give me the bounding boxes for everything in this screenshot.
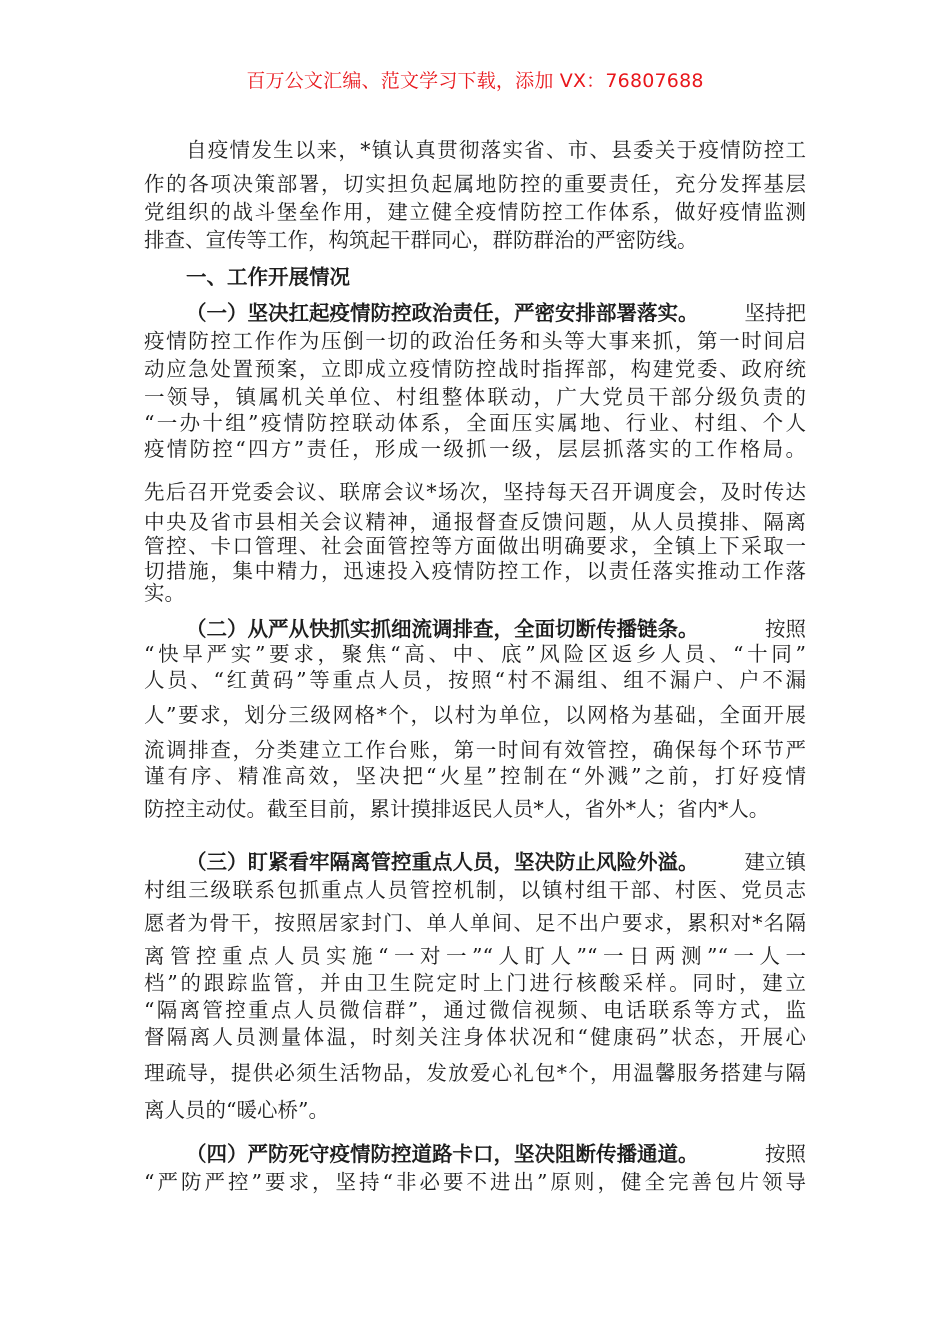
intro-line-2: 作的各项决策部署，切实担负起属地防控的重要责任，充分发挥基层 (144, 172, 806, 196)
item4-title-rest: 按照 (765, 1142, 806, 1166)
item3-title: （三）盯紧看牢隔离管控重点人员，坚决防止风险外溢。 (186, 850, 699, 874)
item4-title: （四）严防死守疫情防控道路卡口，坚决阻断传播通道。 (186, 1142, 699, 1166)
item1-title: （一）坚决扛起疫情防控政治责任，严密安排部署落实。 (186, 301, 699, 325)
section-heading: 一、工作开展情况 (186, 265, 350, 289)
intro-line-1: 自疫情发生以来，*镇认真贯彻落实省、市、县委关于疫情防控工 (186, 138, 806, 162)
item4-line: “严防严控”要求，坚持“非必要不进出”原则，健全完善包片领导 (144, 1170, 806, 1194)
item2-line: 流调排查，分类建立工作台账，第一时间有效管控，确保每个环节严 (144, 738, 806, 762)
item3-line: “隔离管控重点人员微信群”，通过微信视频、电话联系等方式，监 (144, 998, 806, 1022)
item3-line: 离管控重点人员实施“一对一”“人盯人”“一日两测”“一人一 (144, 944, 806, 968)
item3-title-rest: 建立镇 (744, 850, 806, 874)
item2-first-line (144, 616, 806, 642)
watermark-header: 百万公文汇编、范文学习下载，添加 VX：76807688 (246, 70, 704, 92)
item1-line: 管控、卡口管理、社会面管控等方面做出明确要求，全镇上下采取一 (144, 534, 806, 558)
item2-title-rest: 按照 (765, 617, 806, 641)
item1-line: 中央及省市县相关会议精神，通报督查反馈问题，从人员摸排、隔离 (144, 510, 806, 534)
item3-first-line (144, 849, 806, 875)
item1-line: 一领导，镇属机关单位、村组整体联动，广大党员干部分级负责的 (144, 385, 806, 409)
item1-line: 疫情防控“四方”责任，形成一级抓一级，层层抓落实的工作格局。 (144, 437, 806, 461)
item2-line: 人员、“红黄码”等重点人员，按照“村不漏组、组不漏户、户不漏 (144, 668, 806, 692)
intro-line-4: 排查、宣传等工作，构筑起干群同心，群防群治的严密防线。 (144, 228, 698, 252)
item1-line: 疫情防控工作作为压倒一切的政治任务和头等大事来抓，第一时间启 (144, 329, 806, 353)
item2-title: （二）从严从快抓实抓细流调排查，全面切断传播链条。 (186, 617, 699, 641)
item2-line: 谨有序、精准高效，坚决把“火星”控制在“外溅”之前，打好疫情 (144, 764, 806, 788)
item1-line: 先后召开党委会议、联席会议*场次，坚持每天召开调度会，及时传达 (144, 480, 806, 504)
item3-line: 督隔离人员测量体温，时刻关注身体状况和“健康码”状态，开展心 (144, 1025, 806, 1049)
item3-line: 离人员的“暖心桥”。 (144, 1098, 329, 1122)
item1-line: 动应急处置预案，立即成立疫情防控战时指挥部，构建党委、政府统 (144, 357, 806, 381)
item2-line: 防控主动仗。截至目前，累计摸排返民人员*人，省外*人；省内*人。 (144, 797, 770, 821)
item2-line: 人”要求，划分三级网格*个，以村为单位，以网格为基础，全面开展 (144, 703, 806, 727)
item3-line: 愿者为骨干，按照居家封门、单人单间、足不出户要求，累积对*名隔 (144, 911, 806, 935)
item1-line: 切措施，集中精力，迅速投入疫情防控工作，以责任落实推动工作落 (144, 559, 806, 583)
item1-line: “一办十组”疫情防控联动体系，全面压实属地、行业、村组、个人 (144, 411, 806, 435)
item3-line: 理疏导，提供必须生活物品，发放爱心礼包*个，用温馨服务搭建与隔 (144, 1061, 806, 1085)
item1-title-rest: 坚持把 (744, 301, 806, 325)
item1-line: 实。 (144, 581, 185, 605)
item3-line: 村组三级联系包抓重点人员管控机制，以镇村组干部、村医、党员志 (144, 878, 806, 902)
intro-line-3: 党组织的战斗堡垒作用，建立健全疫情防控工作体系，做好疫情监测 (144, 200, 806, 224)
item2-line: “快早严实”要求，聚焦“高、中、底”风险区返乡人员、“十同” (144, 642, 806, 666)
item4-first-line (144, 1141, 806, 1167)
item1-first-line (144, 300, 806, 326)
item3-line: 档”的跟踪监管，并由卫生院定时上门进行核酸采样。同时，建立 (144, 971, 806, 995)
